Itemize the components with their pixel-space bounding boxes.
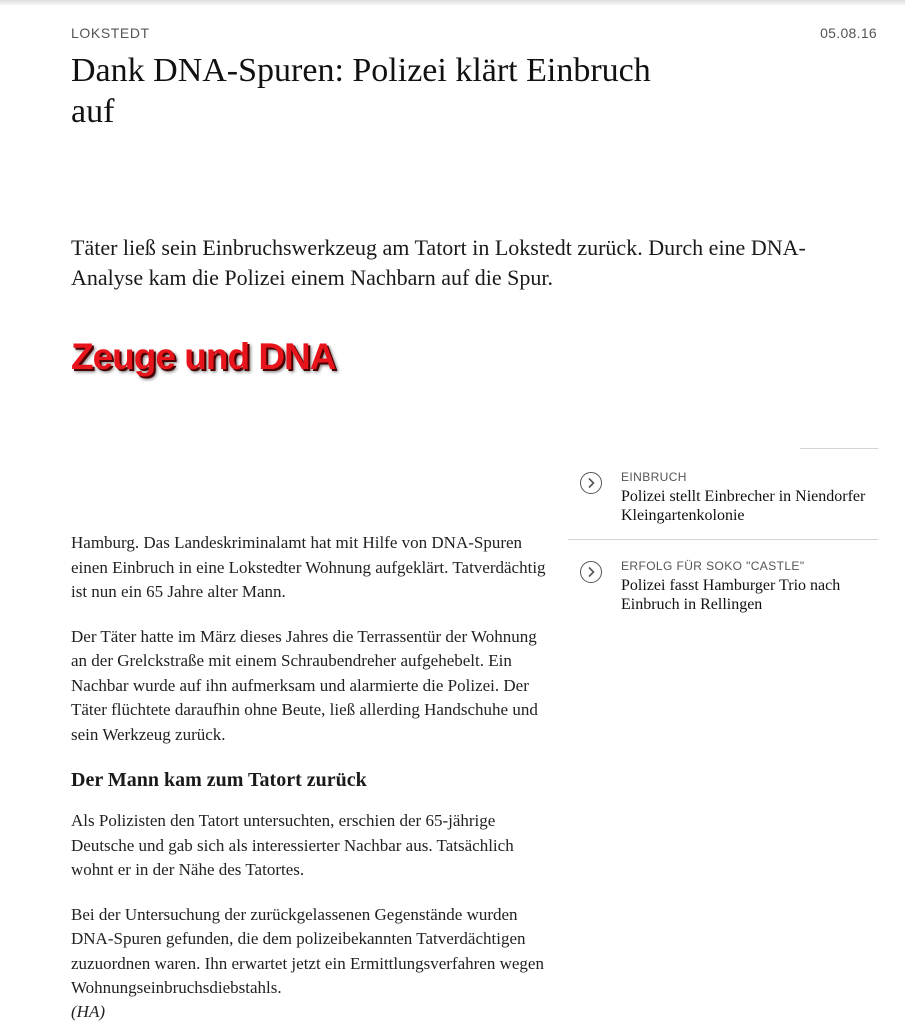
article-body [71, 531, 551, 1023]
sidebar-divider [800, 448, 878, 449]
author-abbreviation: (HA) [71, 1001, 105, 1021]
article-teaser: Täter ließ sein Einbruchswerkzeug am Tatort in Lokstedt zurück. Durch eine DNA-Analyse kam die Polizei einem Nachbarn auf die Spur. [71, 235, 806, 290]
related-title[interactable]: Polizei fasst Hamburger Trio nach Einbruch in Rellingen [621, 577, 841, 613]
overlay-stamp-text: Zeuge und DNA [71, 336, 336, 377]
related-divider [568, 539, 878, 540]
page-title: Dank DNA-Spuren: Polizei klärt Einbruch auf [71, 52, 651, 130]
article-paragraph: Der Täter hatte im März dieses Jahres die Terrassentür der Wohnung an der Grelckstraße mit einem Schraubendreher aufgehebelt. Ein Nachbar wurde auf ihn aufmerksam und alarmierte die Polizei. Der Täter flüchtete daraufhin ohne Beute, ließ allerding Handschuhe und sein Werkzeug zurück. [71, 626, 538, 744]
article-paragraph: Bei der Untersuchung der zurückgelassenen Gegenstände wurden DNA-Spuren gefunden, die dem polizeibekannten Tatverdächtigen zuzuordnen waren. Ihn erwartet jetzt ein Ermittlungsverfahren wegen Wohnungseinbruchsdiebstahls. [71, 904, 544, 997]
related-kicker: EINBRUCH [621, 470, 687, 484]
article-kicker: LOKSTEDT [71, 25, 150, 41]
chevron-right-circle-icon [580, 472, 602, 494]
article-paragraph: Als Polizisten den Tatort untersuchten, erschien der 65-jährige Deutsche und gab sich als interessierter Nachbar aus. Tatsächlich wohnt er in der Nähe des Tatortes. [71, 811, 514, 879]
chevron-right-circle-icon [580, 561, 602, 583]
article-date: 05.08.16 [820, 25, 877, 41]
article-paragraph: Hamburg. Das Landeskriminalamt hat mit Hilfe von DNA-Spuren einen Einbruch in eine Lokstedter Wohnung aufgeklärt. Tatverdächtig ist nun ein 65 Jahre alter Mann. [71, 533, 546, 601]
related-kicker: ERFOLG FÜR SOKO "CASTLE" [621, 559, 805, 573]
article-subheading: Der Mann kam zum Tatort zurück [71, 769, 367, 791]
related-title[interactable]: Polizei stellt Einbrecher in Niendorfer Kleingartenkolonie [621, 488, 866, 524]
top-shadow [0, 0, 905, 6]
